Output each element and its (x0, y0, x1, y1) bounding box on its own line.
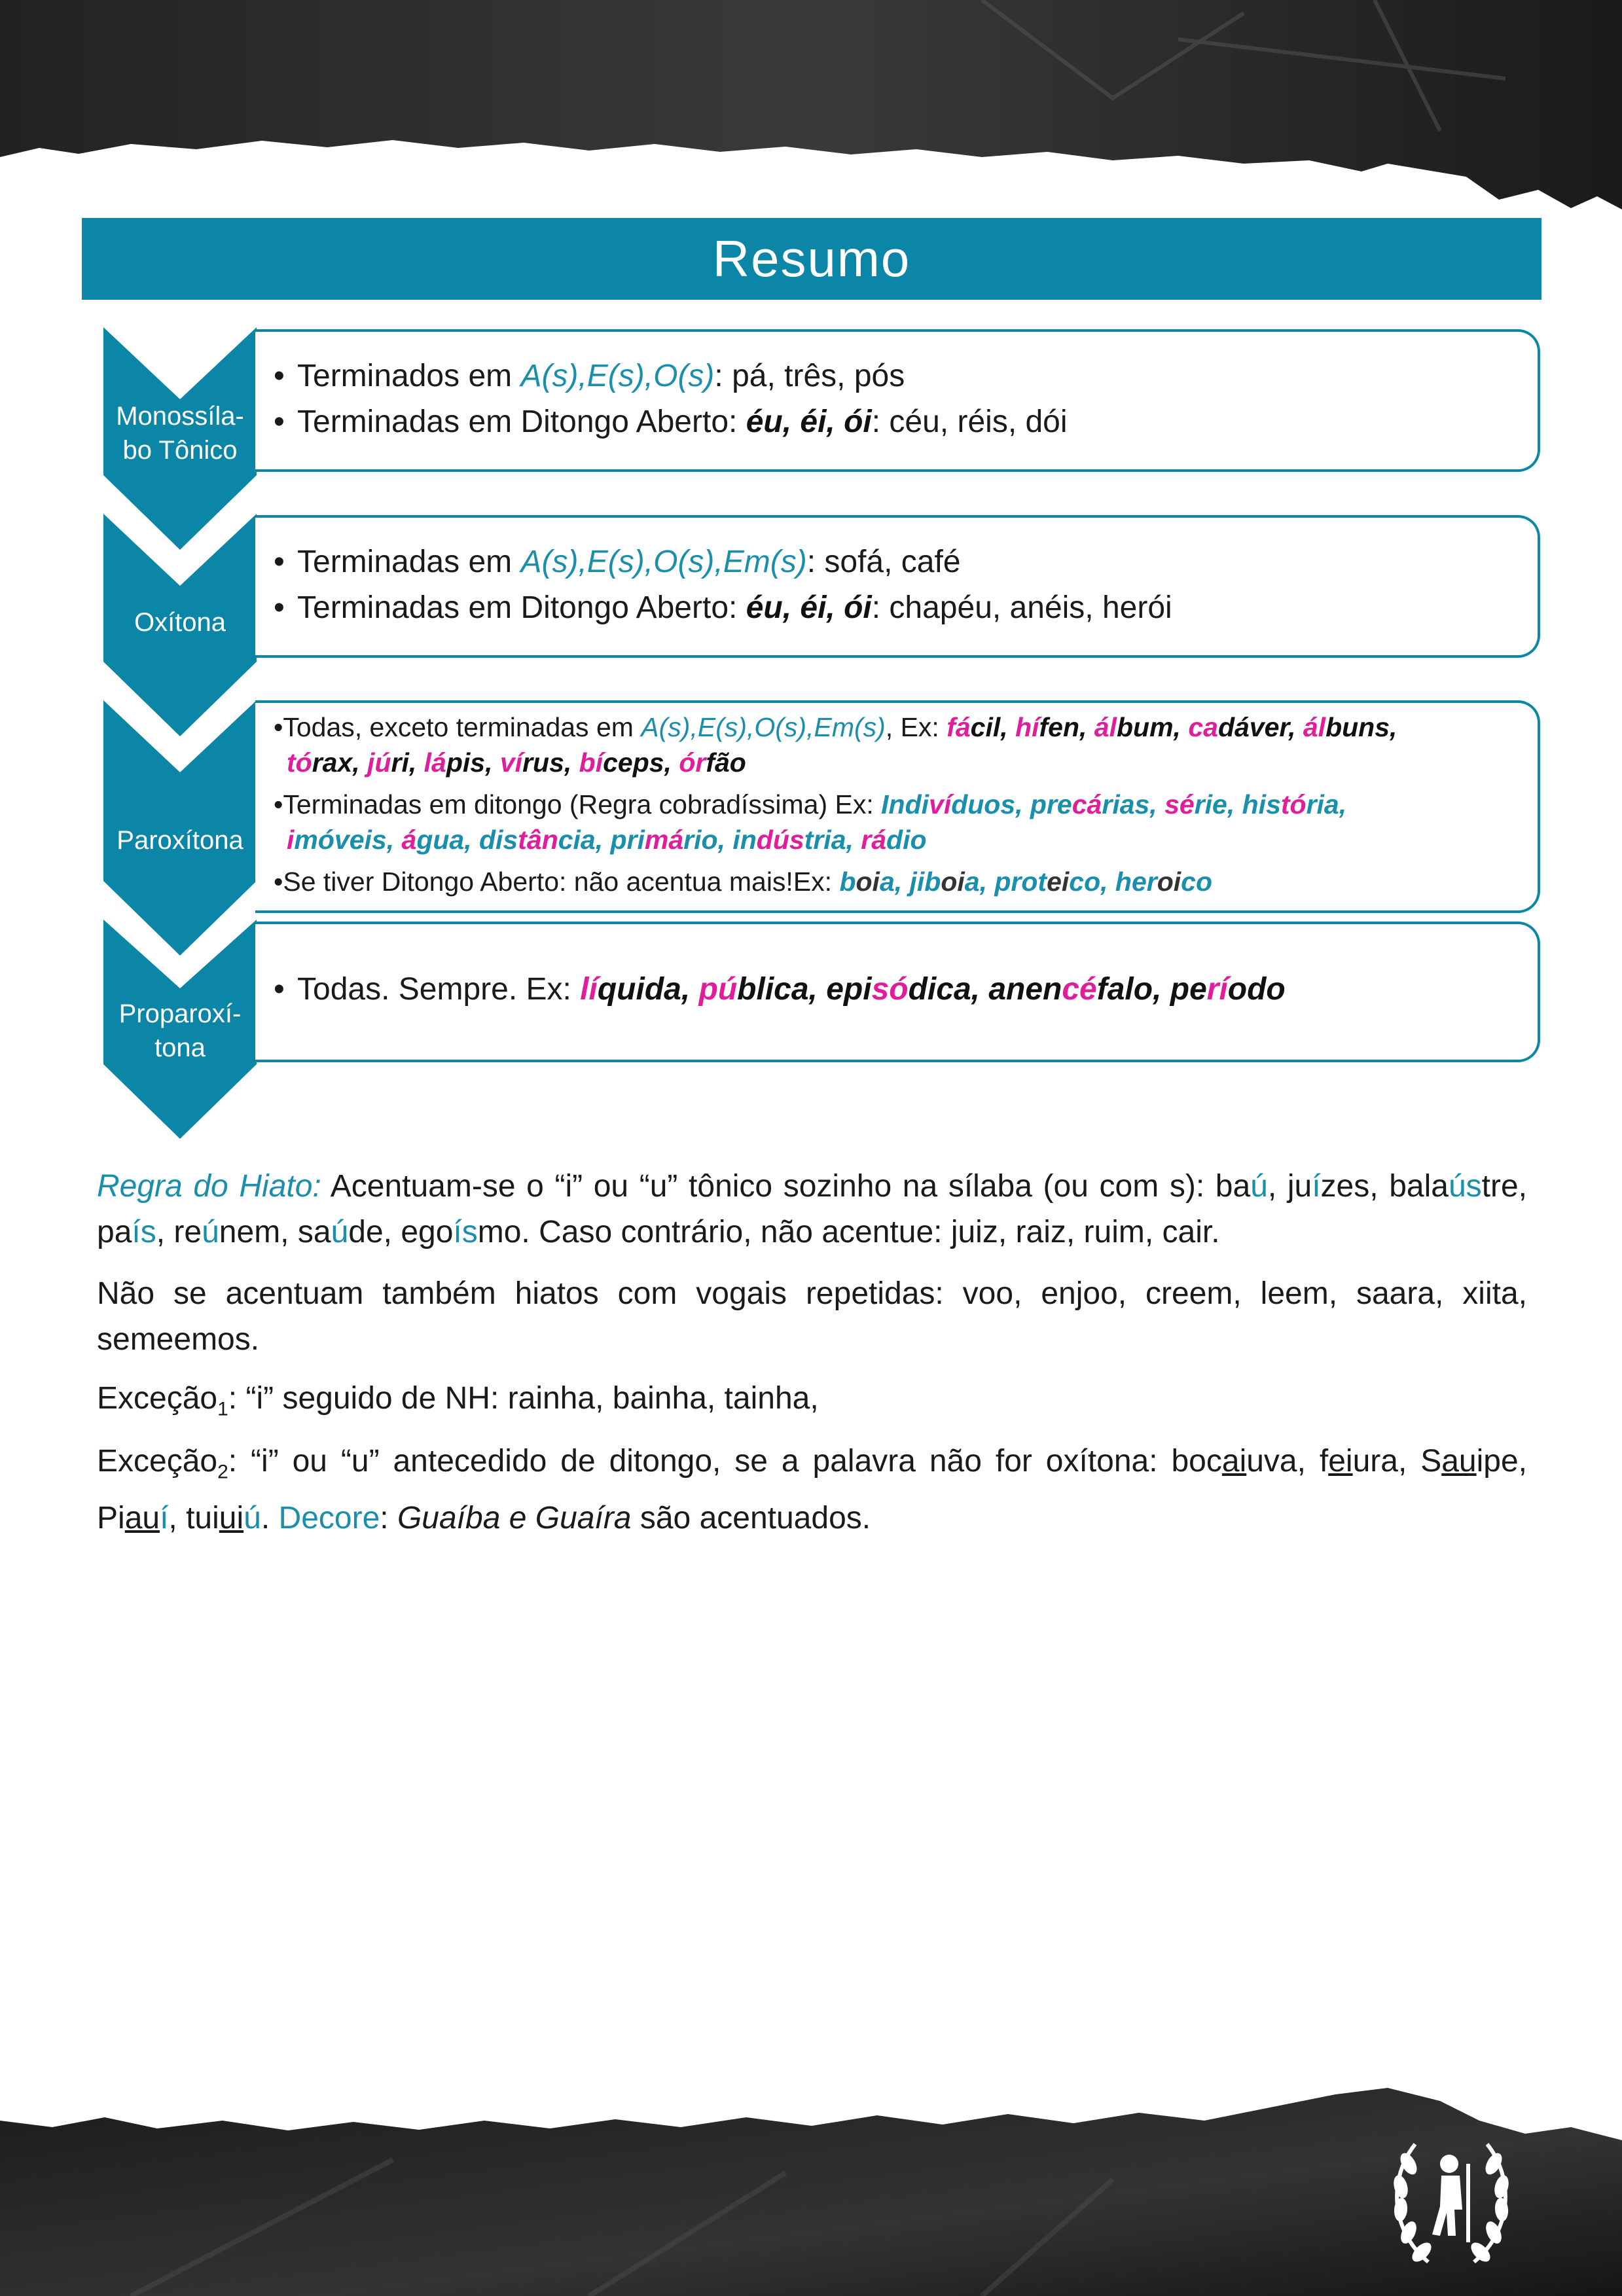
rule-item: • Terminadas em Ditongo Aberto: éu, éi, ói: céu, réis, dói (274, 404, 1068, 439)
rule-item: • Terminados em A(s),E(s),O(s): pá, três, pós (274, 359, 905, 393)
page-title: Resumo (82, 218, 1541, 300)
row-label-line: Paroxítona (117, 826, 243, 855)
repeated-vowels-paragraph: Não se acentuam também hiatos com vogais repetidas: voo, enjoo, creem, leem, saara, xiita, semeemos. (97, 1276, 1527, 1357)
rule-item: •Se tiver Ditongo Aberto: não acentua mais!Ex: boia, jiboia, proteico, heroico (274, 867, 1213, 897)
exception-2-paragraph: Exceção$_2$: “i” ou “u” antecedido de ditongo, se a palavra não for oxítona: bocaiuva, feiura, Sauipe, Piauí, tuiuiú. Decore: Guaíba e Guaíra são acentuados. (97, 1444, 1527, 1535)
rule-box-monossilabo (255, 329, 1540, 472)
row-label-line: bo Tônico (122, 436, 238, 465)
rule-item: • Todas. Sempre. Ex: líquida, pública, episódica, anencéfalo, período (274, 972, 1286, 1007)
top-torn-banner (0, 0, 1622, 216)
exception-1-paragraph: Exceção$_1$: “i” seguido de NH: rainha, bainha, tainha, (97, 1381, 819, 1420)
rule-item-cont: imóveis, água, distância, primário, indústria, rádio (287, 825, 927, 855)
rule-box-proparoxitona (255, 922, 1540, 1062)
rule-item-cont: tórax, júri, lápis, vírus, bíceps, órfão (287, 747, 746, 778)
rule-box-oxitona (255, 515, 1540, 658)
row-label-line: tona (154, 1033, 206, 1062)
row-label-line: Proparoxí- (118, 999, 242, 1028)
hiker-laurel-logo-icon (1369, 2118, 1533, 2282)
rule-item: • Terminadas em A(s),E(s),O(s),Em(s): sofá, café (274, 545, 961, 579)
rule-item: •Todas, exceto terminadas em A(s),E(s),O(s),Em(s), Ex: fácil, hífen, álbum, cadáver, álbuns, (274, 712, 1397, 742)
rule-item: •Terminadas em ditongo (Regra cobradíssima) Ex: Indivíduos, precárias, série, história, (274, 789, 1347, 819)
chevron-proparoxitona (103, 920, 257, 1139)
row-label-line: Oxítona (134, 608, 226, 637)
chevron-paroxitona (103, 700, 257, 956)
rule-item: • Terminadas em Ditongo Aberto: éu, éi, ói: chapéu, anéis, herói (274, 590, 1172, 625)
rule-box-paroxitona (255, 700, 1540, 913)
hiato-paragraph: Regra do Hiato: Acentuam-se o “i” ou “u” tônico sozinho na sílaba (ou com s): baú, juízes, balaústre, país, reúnem, saúde, egoísmo. Caso contrário, não acentue: juiz, raiz, ruim, cair. (97, 1169, 1528, 1249)
row-label-line: Monossíla- (116, 402, 244, 431)
